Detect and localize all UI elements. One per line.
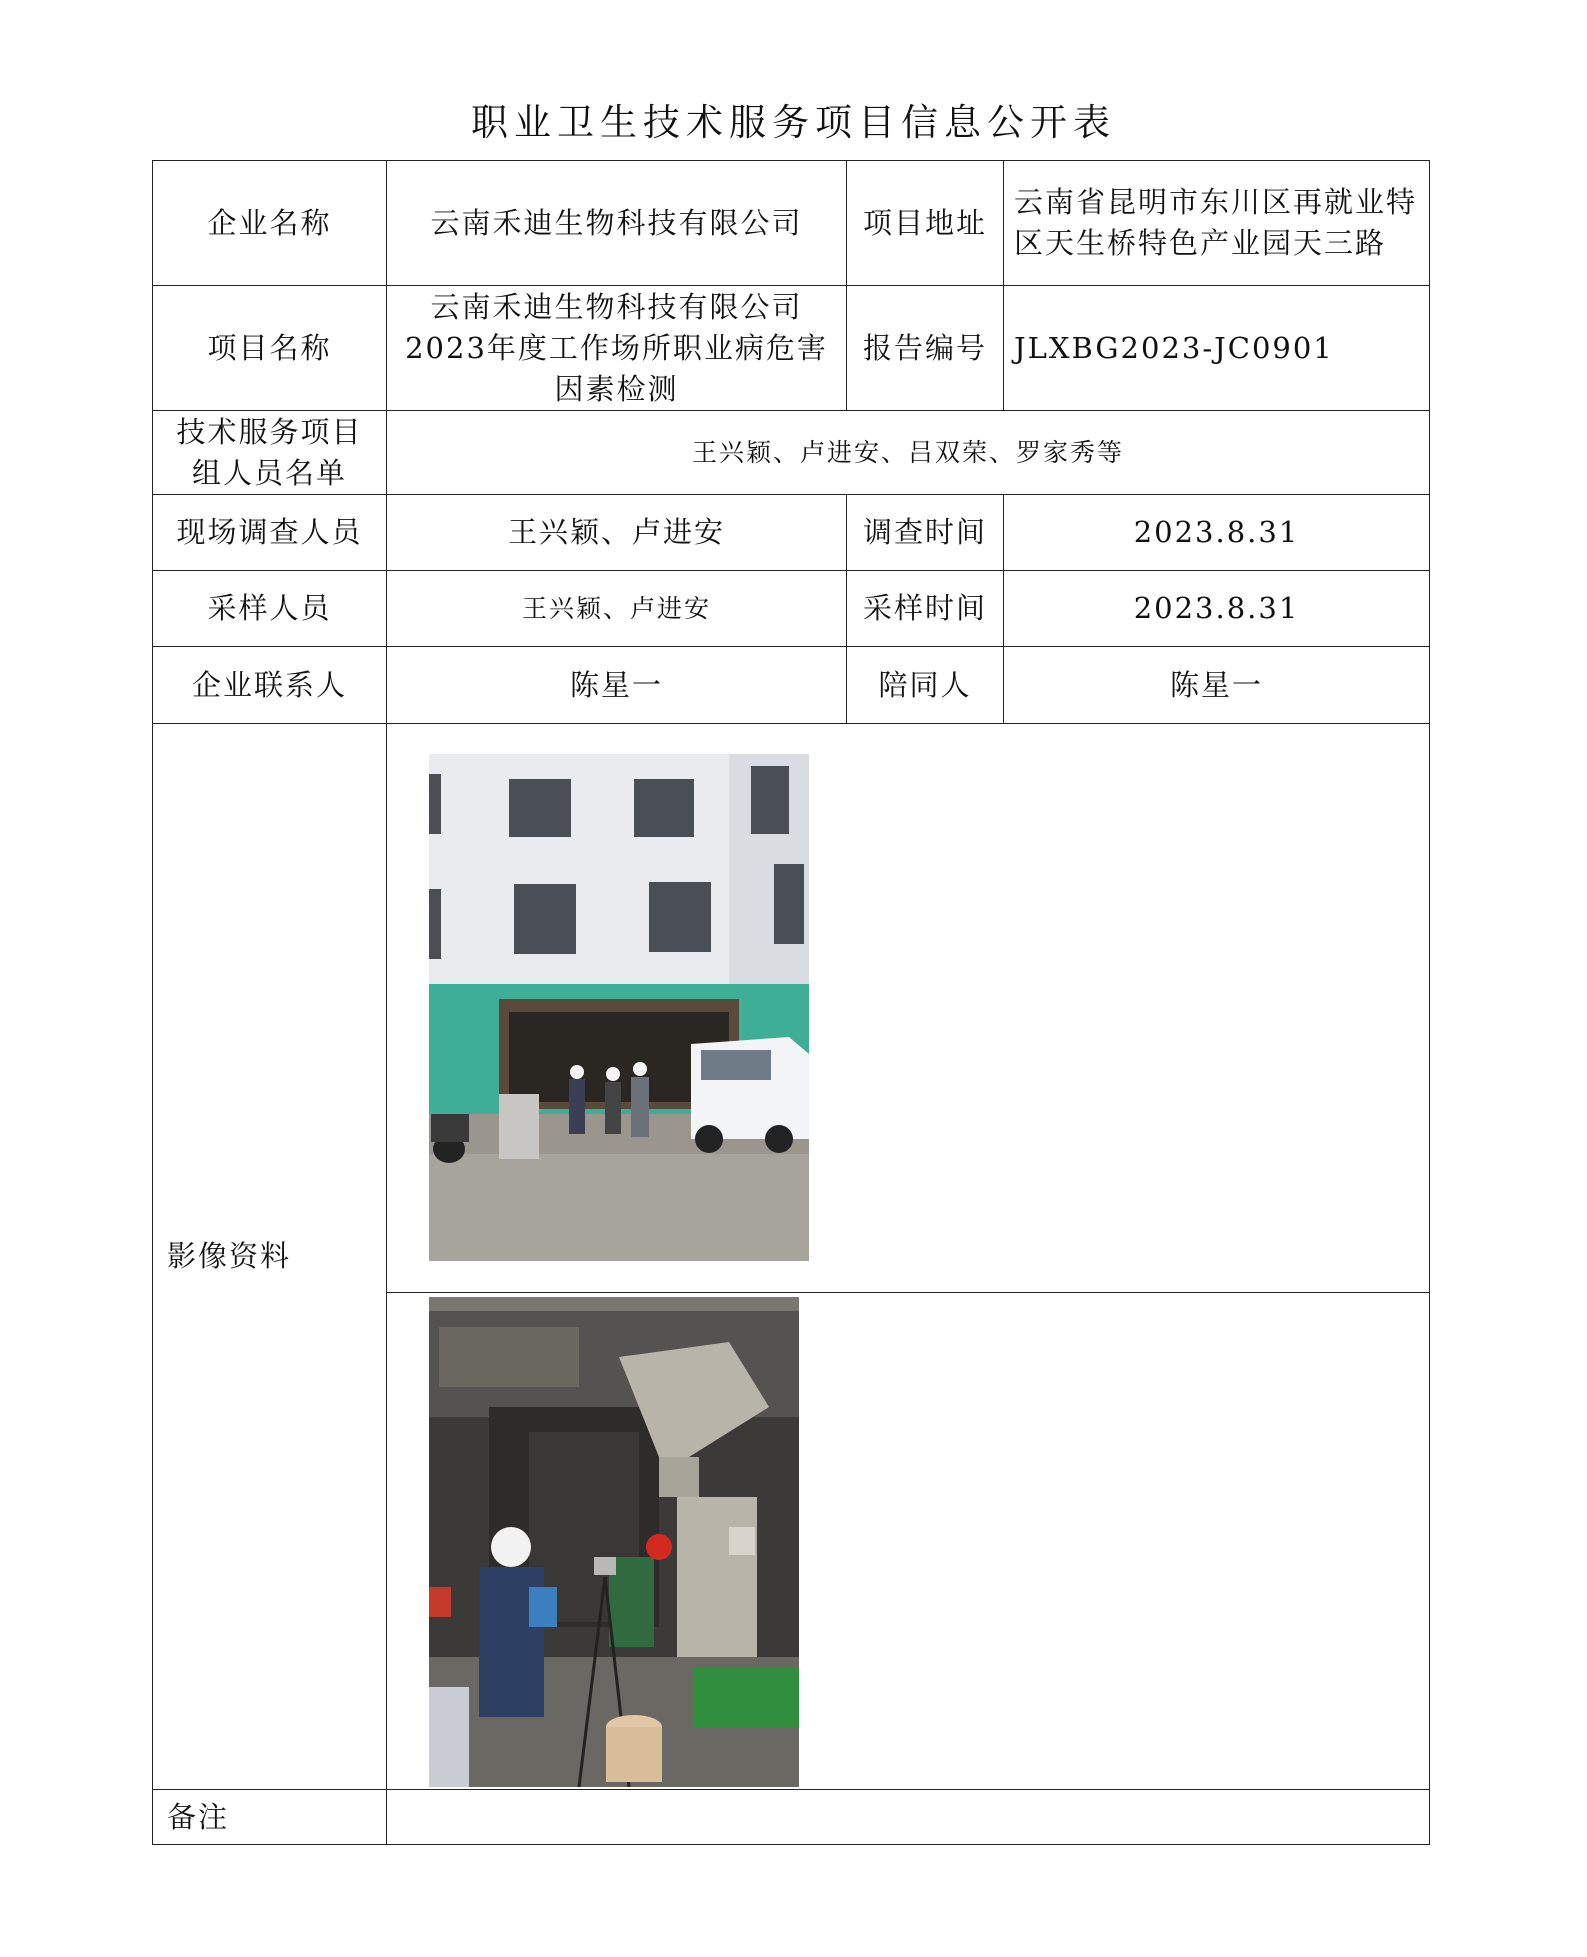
contact-value: 陈星一 (387, 647, 847, 724)
building-photo-image (429, 754, 809, 1261)
company-value: 云南禾迪生物科技有限公司 (387, 161, 847, 286)
address-value: 云南省昆明市东川区再就业特区天生桥特色产业园天三路 (1004, 161, 1430, 286)
info-table (152, 160, 1430, 1845)
workshop-photo-image (429, 1297, 799, 1787)
row-media-1 (153, 724, 1430, 1293)
row-sampling (153, 571, 1430, 647)
sampling-time-value: 2023.8.31 (1004, 571, 1430, 647)
survey-label: 现场调查人员 (153, 495, 387, 571)
contact-label: 企业联系人 (153, 647, 387, 724)
company-label: 企业名称 (153, 161, 387, 286)
row-company (153, 161, 1430, 286)
photo-cell-2 (387, 1293, 1430, 1790)
row-project (153, 286, 1430, 411)
media-label: 影像资料 (153, 724, 387, 1790)
escort-value: 陈星一 (1004, 647, 1430, 724)
address-label: 项目地址 (847, 161, 1004, 286)
survey-time-value: 2023.8.31 (1004, 495, 1430, 571)
site-photo-workshop (429, 1297, 799, 1787)
report-value: JLXBG2023-JC0901 (1004, 286, 1430, 411)
survey-value: 王兴颖、卢进安 (387, 495, 847, 571)
sampling-time-label: 采样时间 (847, 571, 1004, 647)
photo-cell-1 (387, 724, 1430, 1293)
sampling-value: 王兴颖、卢进安 (387, 571, 847, 647)
escort-label: 陪同人 (847, 647, 1004, 724)
report-label: 报告编号 (847, 286, 1004, 411)
row-survey (153, 495, 1430, 571)
note-value (387, 1790, 1430, 1845)
team-label: 技术服务项目组人员名单 (153, 411, 387, 495)
note-label: 备注 (153, 1790, 387, 1845)
survey-time-label: 调查时间 (847, 495, 1004, 571)
site-photo-building (429, 754, 809, 1261)
page-title: 职业卫生技术服务项目信息公开表 (471, 101, 1116, 144)
sampling-label: 采样人员 (153, 571, 387, 647)
team-value: 王兴颖、卢进安、吕双荣、罗家秀等 (387, 411, 1430, 495)
project-value: 云南禾迪生物科技有限公司2023年度工作场所职业病危害因素检测 (387, 286, 847, 411)
row-contact (153, 647, 1430, 724)
project-label: 项目名称 (153, 286, 387, 411)
row-note (153, 1790, 1430, 1845)
row-team (153, 411, 1430, 495)
